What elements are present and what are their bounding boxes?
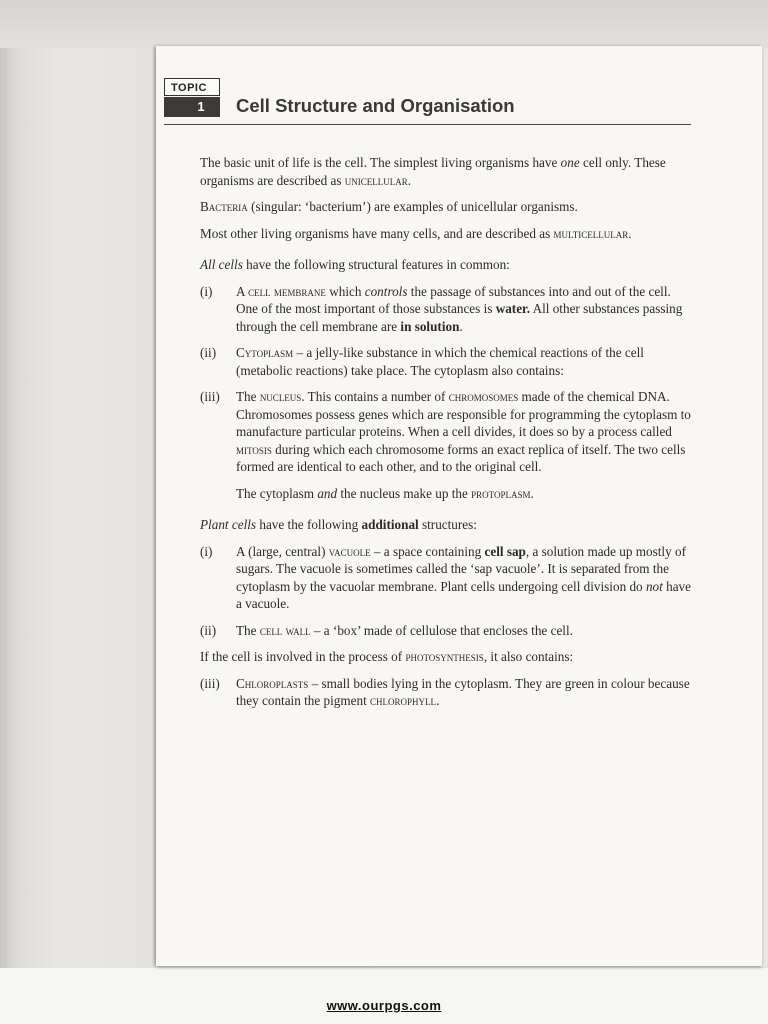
list-item-nucleus: (iii) The nucleus. This contains a number of chromosomes made of the chemical DNA. Chromosomes possess genes which are responsible for programming the cytoplasm to manufacture particular proteins. When a cell divides, it does so by a process called mitosis during which each chromosome forms an exact replica of itself. The two cells formed are identical to each other, and to the original cell. [200,389,691,474]
term-nucleus: nucleus [259,389,302,404]
term-multicellular: multicellular [553,225,629,241]
paragraph-basic-unit: The basic unit of life is the cell. The simplest living organisms have one cell only. These organisms are described as unicellular. [200,155,666,188]
topic-badge [164,78,222,124]
term-protoplasm: protoplasm [471,485,531,501]
term-chromosomes: chromosomes [448,389,519,404]
list-item-chloroplasts: (iii) Chloroplasts – small bodies lying in the cytoplasm. They are green in colour because they contain the pigment chlorophyll. [200,675,690,708]
term-cytoplasm: Cytoplasm [236,345,294,360]
list-number: (i) [200,283,213,299]
term-bacteria: Bacteria [200,199,248,214]
title-divider [164,124,691,125]
term-cell-wall: cell wall [259,622,311,638]
list-number: (ii) [200,622,217,638]
list-number: (iii) [200,675,220,691]
footer-url: www.ourpgs.com [326,998,442,1013]
document-page [156,46,762,966]
all-cells-intro: All cells have the following structural features in common: [200,257,510,272]
term-cell-membrane: cell membrane [248,283,326,299]
list-number: (i) [200,543,213,559]
list-number: (iii) [200,389,220,404]
term-chloroplasts: Chloroplasts [236,675,309,691]
term-vacuole: vacuole [328,543,371,559]
list-item-vacuole: (i) A (large, central) vacuole – a space containing cell sap, a solution made up mostly of sugars. The vacuole is sometimes called the ‘sap vacuole’. It is separated from the cytoplasm by the vacuolar membrane. Plant cells undergoing cell division do not have a vacuole. [200,543,692,611]
list-item-cell-membrane: (i) A cell membrane which controls the passage of substances into and out of the cell. One of the most important of those substances is water. All other substances passing through the cell membrane are in solution. [200,283,683,334]
scan-top-edge [0,0,768,48]
list-number: (ii) [200,345,217,360]
term-unicellular: unicellular [344,172,408,188]
term-photosynthesis: photosynthesis [405,649,484,664]
term-chlorophyll: chlorophyll [370,693,437,708]
topic-number: 1 [164,97,220,117]
page-title: Cell Structure and Organisation [236,95,515,116]
plant-cells-intro: Plant cells have the following additional structures: [200,517,477,532]
paragraph-bacteria: Bacteria (singular: ‘bacterium’) are examples of unicellular organisms. [200,199,578,214]
protoplasm-note: The cytoplasm and the nucleus make up the protoplasm. [236,485,534,501]
list-item-cell-wall: (ii) The cell wall – a ‘box’ made of cellulose that encloses the cell. [200,622,573,638]
term-mitosis: mitosis [236,441,272,457]
photosynthesis-note: If the cell is involved in the process of photosynthesis, it also contains: [200,649,574,664]
page-body [200,154,696,719]
paragraph-multicellular: Most other living organisms have many cells, and are described as multicellular. [200,225,632,241]
list-item-cytoplasm: (ii) Cytoplasm – a jelly-like substance in which the chemical reactions of the cell (metabolic reactions) take place. The cytoplasm also contains: [200,345,644,378]
topic-label: TOPIC [164,78,220,96]
scan-bottom-margin [0,968,768,1024]
